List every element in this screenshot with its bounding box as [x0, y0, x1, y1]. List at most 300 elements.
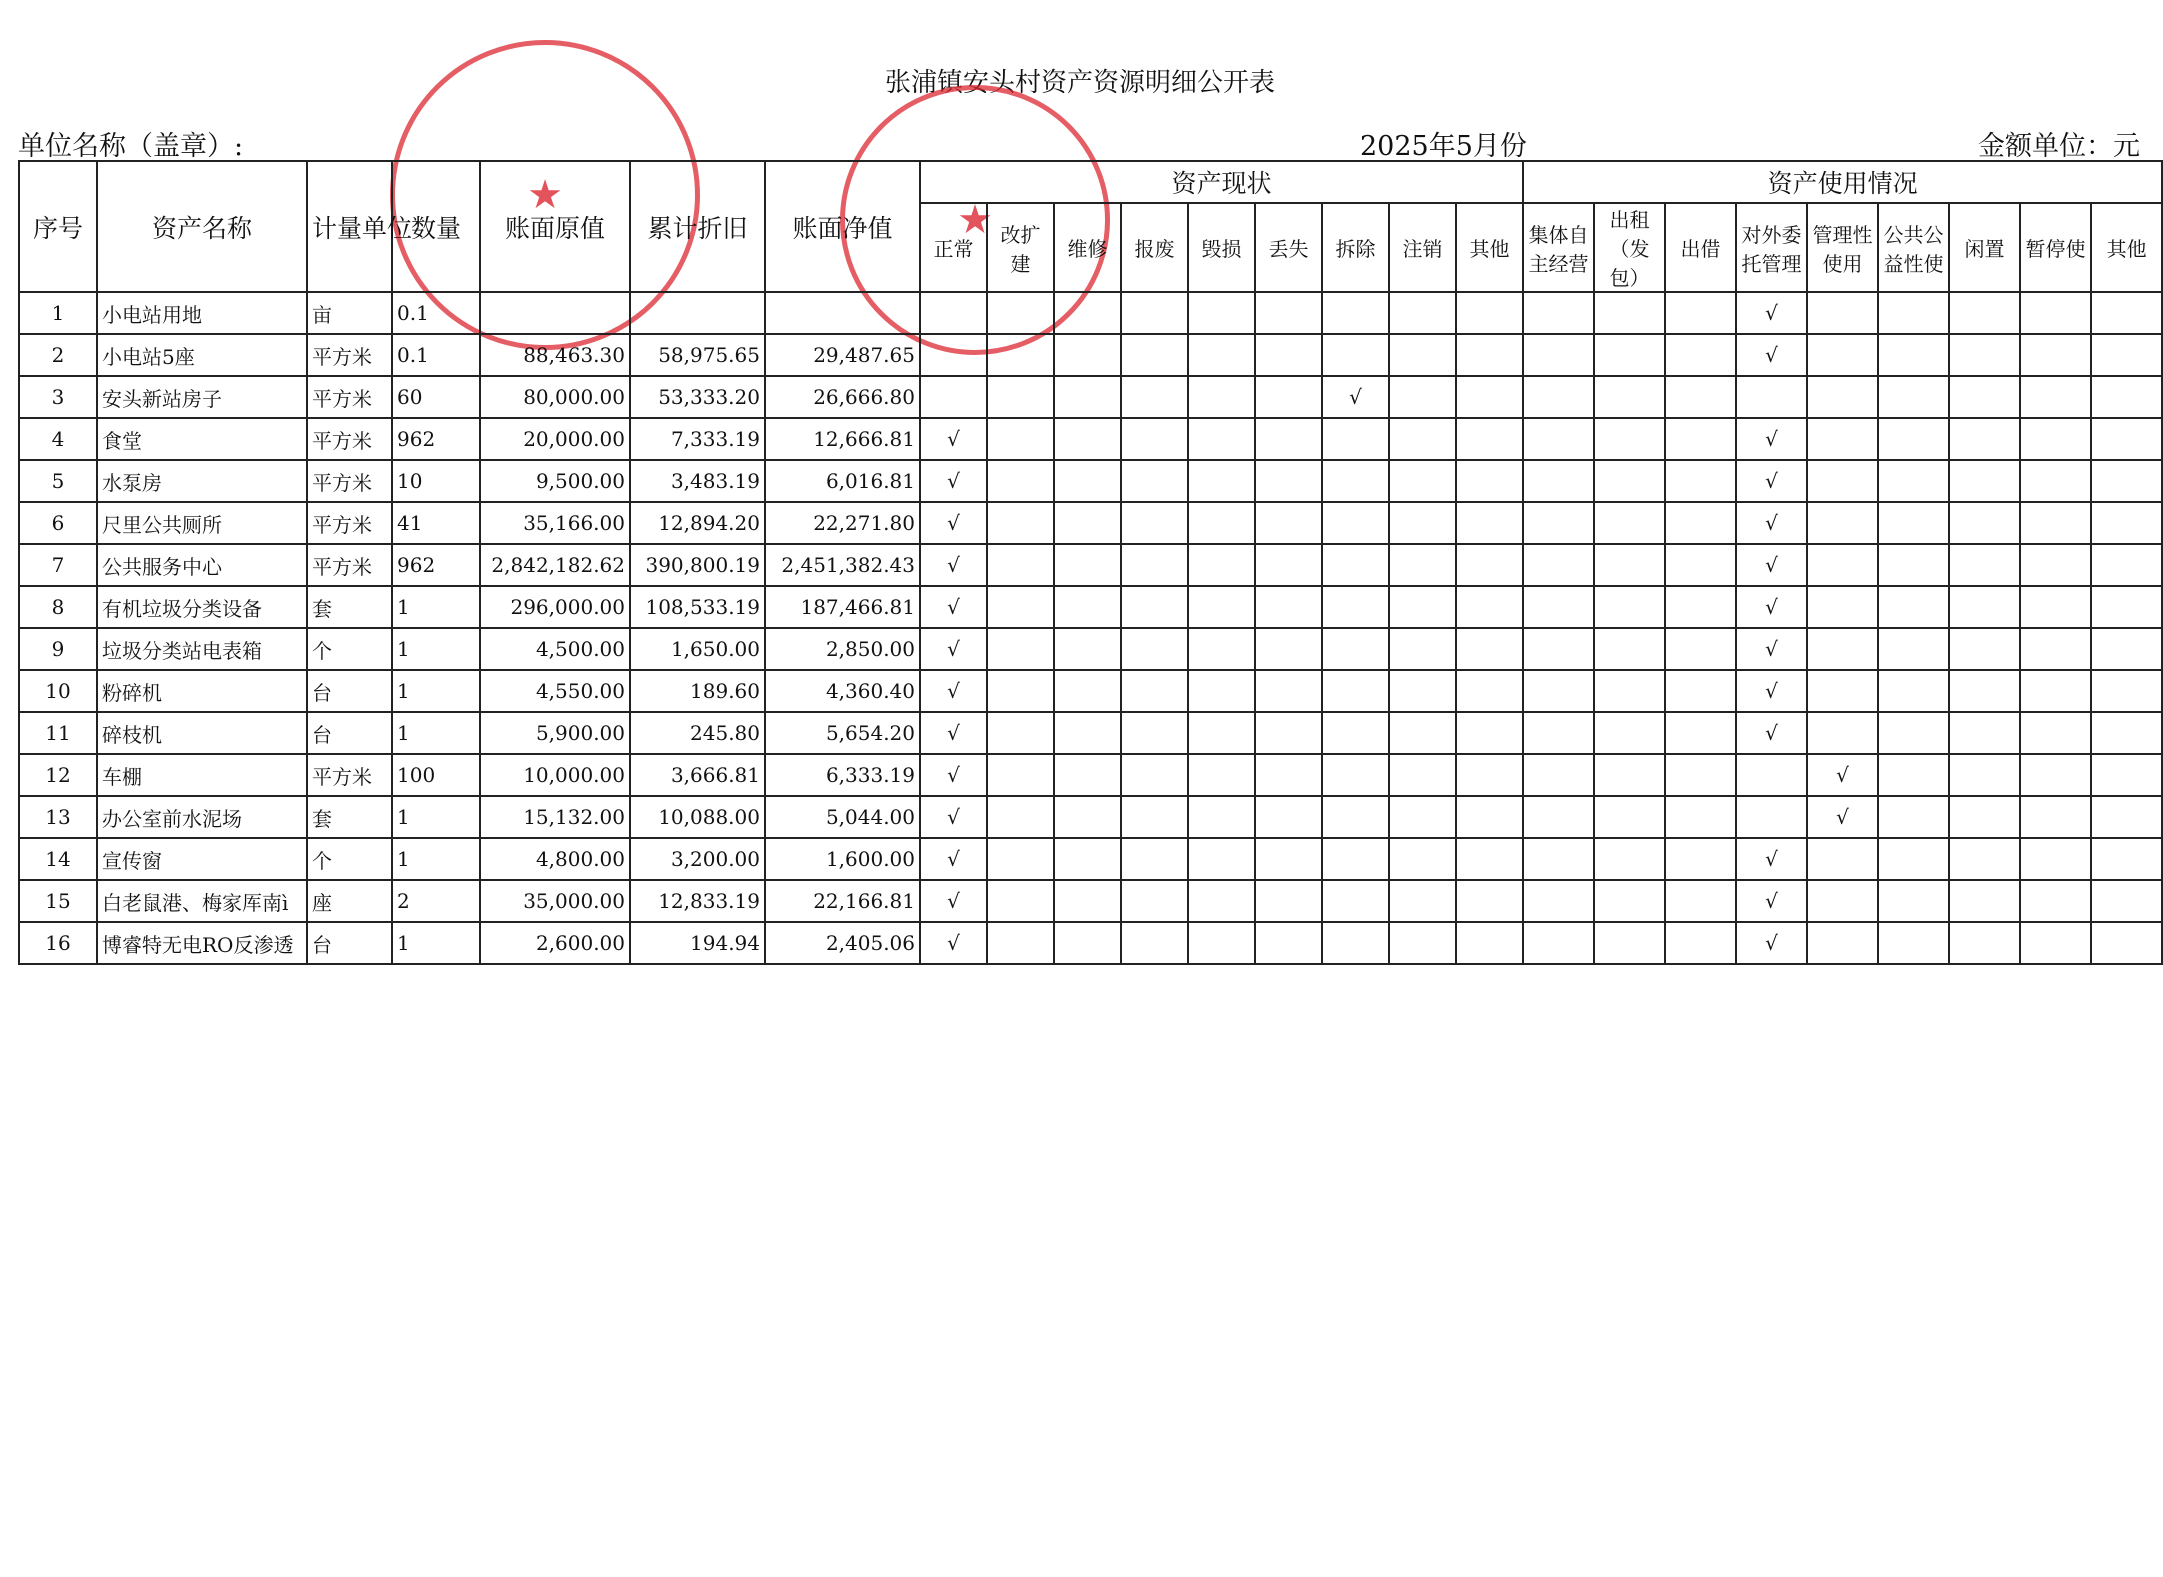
cell: 白老鼠港、梅家厍南ì: [97, 880, 307, 922]
sub-header: 闲置: [1949, 203, 2020, 292]
check-cell: [1807, 586, 1878, 628]
table-row: [19, 628, 2162, 670]
check-cell: [1949, 922, 2020, 964]
cell: 35,000.00: [480, 880, 630, 922]
check-cell: [987, 376, 1054, 418]
check-cell: [1665, 376, 1736, 418]
check-cell: [987, 628, 1054, 670]
check-cell: [1878, 670, 1949, 712]
col-header: 数量: [392, 161, 480, 292]
cell: 2,850.00: [765, 628, 920, 670]
check-cell: √: [1736, 922, 1807, 964]
check-cell: [1188, 880, 1255, 922]
check-cell: [1389, 796, 1456, 838]
cell: 80,000.00: [480, 376, 630, 418]
check-cell: [1389, 880, 1456, 922]
check-cell: [1255, 796, 1322, 838]
cell: 12: [19, 754, 97, 796]
check-cell: [1121, 754, 1188, 796]
check-cell: [1322, 838, 1389, 880]
sub-header: 正常: [920, 203, 987, 292]
cell: 12,666.81: [765, 418, 920, 460]
cell: 12,833.19: [630, 880, 765, 922]
check-cell: √: [920, 754, 987, 796]
check-cell: [1665, 670, 1736, 712]
cell: 20,000.00: [480, 418, 630, 460]
check-cell: [1322, 292, 1389, 334]
check-cell: [1665, 586, 1736, 628]
check-cell: [1255, 544, 1322, 586]
check-cell: [1188, 460, 1255, 502]
check-cell: [1054, 796, 1121, 838]
check-cell: [1523, 418, 1594, 460]
cell: 1: [392, 838, 480, 880]
check-cell: [1322, 796, 1389, 838]
check-cell: [1665, 796, 1736, 838]
check-cell: √: [1736, 670, 1807, 712]
cell: 88,463.30: [480, 334, 630, 376]
check-cell: [1255, 460, 1322, 502]
check-cell: [920, 334, 987, 376]
cell: 1,650.00: [630, 628, 765, 670]
table-row: [19, 460, 2162, 502]
check-cell: [1594, 712, 1665, 754]
check-cell: [1054, 418, 1121, 460]
check-cell: [1949, 460, 2020, 502]
check-cell: √: [920, 544, 987, 586]
col-header: 账面净值: [765, 161, 920, 292]
cell: 390,800.19: [630, 544, 765, 586]
check-cell: [987, 502, 1054, 544]
check-cell: [1807, 922, 1878, 964]
sub-header: 毁损: [1188, 203, 1255, 292]
red-seal-left: ★: [390, 40, 700, 350]
check-cell: [1456, 376, 1523, 418]
check-cell: [1389, 544, 1456, 586]
check-cell: [1121, 838, 1188, 880]
col-header: 计量单位: [307, 161, 392, 292]
table-row: [19, 838, 2162, 880]
check-cell: √: [1736, 880, 1807, 922]
check-cell: [1121, 334, 1188, 376]
check-cell: [1054, 292, 1121, 334]
check-cell: [1949, 880, 2020, 922]
col-header: 累计折旧: [630, 161, 765, 292]
check-cell: [1054, 502, 1121, 544]
check-cell: [1121, 880, 1188, 922]
sub-header: 改扩建: [987, 203, 1054, 292]
check-cell: [1594, 502, 1665, 544]
check-cell: [2020, 586, 2091, 628]
check-cell: [1949, 628, 2020, 670]
check-cell: [1807, 376, 1878, 418]
check-cell: [1807, 838, 1878, 880]
check-cell: √: [1807, 796, 1878, 838]
check-cell: [1878, 628, 1949, 670]
check-cell: [1456, 880, 1523, 922]
check-cell: [1665, 754, 1736, 796]
check-cell: [1188, 922, 1255, 964]
check-cell: [1878, 418, 1949, 460]
cell: 个: [307, 628, 392, 670]
money-unit: 金额单位：元: [1978, 131, 2140, 162]
check-cell: [1807, 334, 1878, 376]
cell: 1: [392, 586, 480, 628]
check-cell: [1121, 628, 1188, 670]
table-row: [19, 880, 2162, 922]
cell: 962: [392, 544, 480, 586]
cell: 5,900.00: [480, 712, 630, 754]
check-cell: [2091, 586, 2162, 628]
cell: 5,044.00: [765, 796, 920, 838]
cell: 食堂: [97, 418, 307, 460]
check-cell: [1389, 712, 1456, 754]
check-cell: [1594, 922, 1665, 964]
check-cell: [1255, 712, 1322, 754]
check-cell: [987, 418, 1054, 460]
check-cell: [1665, 544, 1736, 586]
check-cell: [1054, 880, 1121, 922]
cell: 7,333.19: [630, 418, 765, 460]
check-cell: [1736, 796, 1807, 838]
cell: [765, 292, 920, 334]
cell: 2: [392, 880, 480, 922]
check-cell: √: [920, 670, 987, 712]
check-cell: [2091, 376, 2162, 418]
cell: 平方米: [307, 418, 392, 460]
table-row: [19, 922, 2162, 964]
cell: 3,666.81: [630, 754, 765, 796]
check-cell: [1188, 838, 1255, 880]
status-header: 资产现状: [920, 161, 1523, 203]
check-cell: [1389, 838, 1456, 880]
check-cell: [2020, 502, 2091, 544]
cell: 车棚: [97, 754, 307, 796]
check-cell: [1949, 670, 2020, 712]
check-cell: [1949, 754, 2020, 796]
check-cell: [1456, 292, 1523, 334]
check-cell: [1121, 796, 1188, 838]
cell: 2,842,182.62: [480, 544, 630, 586]
check-cell: [1054, 460, 1121, 502]
cell: 2,600.00: [480, 922, 630, 964]
cell: 5: [19, 460, 97, 502]
cell: 1: [392, 670, 480, 712]
cell: 100: [392, 754, 480, 796]
cell: 博睿特无电RO反渗透: [97, 922, 307, 964]
sub-header: 维修: [1054, 203, 1121, 292]
check-cell: [1594, 880, 1665, 922]
check-cell: [1322, 460, 1389, 502]
check-cell: [1188, 670, 1255, 712]
cell: 1: [392, 922, 480, 964]
check-cell: [1878, 880, 1949, 922]
sub-header: 出租（发包）: [1594, 203, 1665, 292]
cell: 1,600.00: [765, 838, 920, 880]
check-cell: [1807, 712, 1878, 754]
cell: 安头新站房子: [97, 376, 307, 418]
check-cell: [1389, 292, 1456, 334]
red-seal-right: ★: [840, 85, 1110, 355]
cell: 小电站用地: [97, 292, 307, 334]
cell: 15,132.00: [480, 796, 630, 838]
check-cell: [1389, 376, 1456, 418]
check-cell: [1878, 838, 1949, 880]
table-row: [19, 712, 2162, 754]
check-cell: [2020, 922, 2091, 964]
cell: 6,333.19: [765, 754, 920, 796]
check-cell: [1255, 922, 1322, 964]
check-cell: [1389, 670, 1456, 712]
cell: 水泵房: [97, 460, 307, 502]
check-cell: [1255, 880, 1322, 922]
check-cell: [2091, 712, 2162, 754]
check-cell: [1523, 292, 1594, 334]
check-cell: [1949, 544, 2020, 586]
cell: 套: [307, 586, 392, 628]
check-cell: √: [920, 460, 987, 502]
check-cell: [1389, 922, 1456, 964]
check-cell: √: [1736, 544, 1807, 586]
cell: 9: [19, 628, 97, 670]
cell: 1: [392, 796, 480, 838]
check-cell: √: [1736, 838, 1807, 880]
check-cell: √: [920, 418, 987, 460]
cell: 平方米: [307, 376, 392, 418]
check-cell: [1665, 838, 1736, 880]
cell: 平方米: [307, 544, 392, 586]
check-cell: [1322, 922, 1389, 964]
cell: 4,550.00: [480, 670, 630, 712]
cell: 194.94: [630, 922, 765, 964]
check-cell: [1807, 418, 1878, 460]
sub-header: 其他: [1456, 203, 1523, 292]
check-cell: [1255, 838, 1322, 880]
check-cell: √: [1736, 418, 1807, 460]
check-cell: [1456, 712, 1523, 754]
check-cell: [1665, 292, 1736, 334]
sub-header: 丢失: [1255, 203, 1322, 292]
check-cell: [1523, 544, 1594, 586]
check-cell: [1594, 670, 1665, 712]
cell: 58,975.65: [630, 334, 765, 376]
check-cell: [1389, 502, 1456, 544]
check-cell: [1121, 670, 1188, 712]
check-cell: [1594, 838, 1665, 880]
cell: 35,166.00: [480, 502, 630, 544]
check-cell: [2020, 880, 2091, 922]
cell: 22,271.80: [765, 502, 920, 544]
check-cell: [2091, 922, 2162, 964]
check-cell: [1665, 712, 1736, 754]
check-cell: [1878, 586, 1949, 628]
check-cell: [1523, 838, 1594, 880]
check-cell: [1878, 292, 1949, 334]
cell: 29,487.65: [765, 334, 920, 376]
check-cell: [1255, 418, 1322, 460]
check-cell: [2020, 292, 2091, 334]
check-cell: [2091, 754, 2162, 796]
cell: 108,533.19: [630, 586, 765, 628]
asset-table: [18, 160, 2163, 965]
check-cell: [1255, 586, 1322, 628]
check-cell: [2091, 796, 2162, 838]
check-cell: [1389, 334, 1456, 376]
check-cell: [2020, 838, 2091, 880]
check-cell: √: [1736, 292, 1807, 334]
check-cell: [1188, 586, 1255, 628]
table-row: [19, 796, 2162, 838]
check-cell: √: [920, 586, 987, 628]
col-header: 账面原值: [480, 161, 630, 292]
cell: 962: [392, 418, 480, 460]
cell: 碎枝机: [97, 712, 307, 754]
check-cell: [987, 754, 1054, 796]
check-cell: √: [920, 880, 987, 922]
check-cell: √: [1322, 376, 1389, 418]
check-cell: [1807, 544, 1878, 586]
cell: 10,088.00: [630, 796, 765, 838]
check-cell: [2020, 334, 2091, 376]
check-cell: √: [1736, 586, 1807, 628]
check-cell: [1255, 670, 1322, 712]
check-cell: [1456, 922, 1523, 964]
check-cell: [1878, 460, 1949, 502]
check-cell: [1878, 544, 1949, 586]
check-cell: [1807, 292, 1878, 334]
check-cell: [2020, 796, 2091, 838]
check-cell: √: [920, 628, 987, 670]
check-cell: [2091, 502, 2162, 544]
check-cell: [1121, 502, 1188, 544]
check-cell: [987, 796, 1054, 838]
check-cell: [1322, 670, 1389, 712]
check-cell: [1949, 334, 2020, 376]
cell: 4,800.00: [480, 838, 630, 880]
unit-label: 单位名称（盖章）:: [18, 131, 244, 162]
check-cell: [1188, 502, 1255, 544]
cell: 2,451,382.43: [765, 544, 920, 586]
check-cell: √: [920, 712, 987, 754]
check-cell: [1807, 670, 1878, 712]
cell: 15: [19, 880, 97, 922]
table-row: [19, 292, 2162, 334]
sub-header: 暂停使: [2020, 203, 2091, 292]
check-cell: [1121, 292, 1188, 334]
check-cell: [2020, 628, 2091, 670]
check-cell: [1665, 334, 1736, 376]
check-cell: [987, 460, 1054, 502]
check-cell: [1456, 334, 1523, 376]
check-cell: [1255, 334, 1322, 376]
check-cell: [1054, 586, 1121, 628]
check-cell: [1949, 796, 2020, 838]
check-cell: [2020, 544, 2091, 586]
check-cell: [1322, 754, 1389, 796]
check-cell: [2020, 670, 2091, 712]
cell: 台: [307, 712, 392, 754]
cell: 53,333.20: [630, 376, 765, 418]
sub-header: 注销: [1389, 203, 1456, 292]
check-cell: [1121, 418, 1188, 460]
check-cell: [1054, 334, 1121, 376]
check-cell: [2091, 334, 2162, 376]
check-cell: [1188, 334, 1255, 376]
check-cell: [987, 712, 1054, 754]
cell: 189.60: [630, 670, 765, 712]
sub-header: 拆除: [1322, 203, 1389, 292]
check-cell: [1121, 544, 1188, 586]
check-cell: [1665, 628, 1736, 670]
check-cell: [1949, 502, 2020, 544]
cell: 3,483.19: [630, 460, 765, 502]
check-cell: [1665, 418, 1736, 460]
check-cell: [1523, 502, 1594, 544]
check-cell: [987, 334, 1054, 376]
cell: 7: [19, 544, 97, 586]
check-cell: [1736, 376, 1807, 418]
check-cell: [1523, 376, 1594, 418]
table-row: [19, 586, 2162, 628]
check-cell: [1121, 460, 1188, 502]
check-cell: [987, 670, 1054, 712]
check-cell: [1456, 418, 1523, 460]
check-cell: [1322, 334, 1389, 376]
cell: 1: [19, 292, 97, 334]
check-cell: [1594, 628, 1665, 670]
check-cell: [1878, 796, 1949, 838]
check-cell: [1878, 334, 1949, 376]
check-cell: [1523, 670, 1594, 712]
sub-header: 其他: [2091, 203, 2162, 292]
check-cell: [1322, 418, 1389, 460]
check-cell: [1255, 292, 1322, 334]
check-cell: [1949, 586, 2020, 628]
check-cell: [1456, 628, 1523, 670]
check-cell: √: [1807, 754, 1878, 796]
check-cell: √: [1736, 712, 1807, 754]
cell: 台: [307, 922, 392, 964]
cell: 台: [307, 670, 392, 712]
check-cell: [987, 544, 1054, 586]
cell: 1: [392, 712, 480, 754]
check-cell: [1878, 712, 1949, 754]
sub-header: 出借: [1665, 203, 1736, 292]
check-cell: [1523, 796, 1594, 838]
check-cell: [1665, 502, 1736, 544]
check-cell: [2020, 460, 2091, 502]
cell: 9,500.00: [480, 460, 630, 502]
sub-header: 公共公益性使: [1878, 203, 1949, 292]
table-row: [19, 544, 2162, 586]
check-cell: [1054, 544, 1121, 586]
check-cell: [1949, 712, 2020, 754]
check-cell: [1594, 418, 1665, 460]
check-cell: [1594, 292, 1665, 334]
check-cell: [1594, 460, 1665, 502]
check-cell: [1322, 544, 1389, 586]
check-cell: [2020, 376, 2091, 418]
check-cell: [1188, 376, 1255, 418]
cell: 0.1: [392, 334, 480, 376]
cell: 245.80: [630, 712, 765, 754]
check-cell: [1322, 712, 1389, 754]
check-cell: √: [1736, 460, 1807, 502]
check-cell: [1121, 922, 1188, 964]
check-cell: [1807, 880, 1878, 922]
cell: 26,666.80: [765, 376, 920, 418]
check-cell: [2091, 838, 2162, 880]
